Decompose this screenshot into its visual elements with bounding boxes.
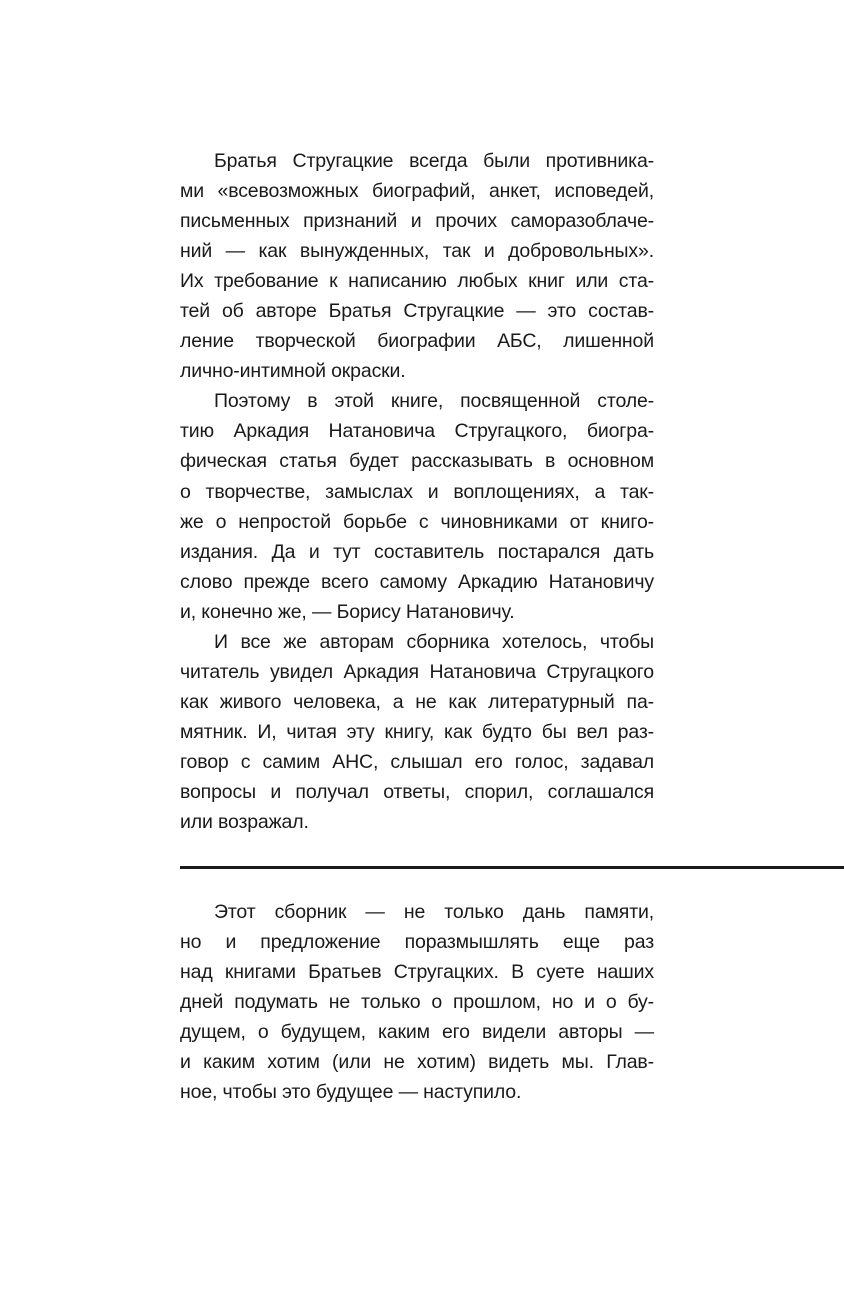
text-line: же о непростой борьбе с чиновниками от книго- [180,510,654,533]
text-line: дущем, о будущем, каким его видели авторы — [180,1021,654,1044]
text-line: письменных признаний и прочих саморазоблаче- [180,210,654,233]
text-line: дней подумать не только о прошлом, но и о бу- [180,991,654,1014]
paragraph-3 [180,627,654,837]
text-line: ми «всевозможных биографий, анкет, исповедей, [180,180,654,203]
paragraph-2 [180,386,654,626]
closing-text-block [180,897,654,1107]
text-line: тию Аркадия Натановича Стругацкого, биогра- [180,420,654,443]
text-line: и, конечно же, — Борису Натановичу. [180,600,515,623]
text-line: Этот сборник — не только дань памяти, [214,901,654,923]
section-divider [180,866,844,869]
text-line: Поэтому в этой книге, посвященной столе- [214,390,654,413]
text-line: ление творческой биографии АБС, лишенной [180,330,654,353]
text-line: над книгами Братьев Стругацких. В суете наших [180,961,654,984]
text-line: вопросы и получал ответы, спорил, соглашался [180,780,654,803]
text-line: мятник. И, читая эту книгу, как будто бы вел раз- [180,720,654,743]
text-line: о творчестве, замыслах и воплощениях, а так- [180,480,654,503]
text-line: слово прежде всего самому Аркадию Натановичу [180,570,654,593]
text-line: ное, чтобы это будущее — наступило. [180,1081,522,1104]
text-line: как живого человека, а не как литературный па- [180,690,654,713]
text-line: И все же авторам сборника хотелось, чтобы [214,630,654,653]
text-line: но и предложение поразмышлять еще раз [180,931,654,954]
text-line: читатель увидел Аркадия Натановича Стругацкого [180,660,654,683]
text-line: и каким хотим (или не хотим) видеть мы. Глав- [180,1051,654,1074]
text-line: фическая статья будет рассказывать в основном [180,450,654,473]
text-line: Их требование к написанию любых книг или ста- [180,270,654,293]
text-line: издания. Да и тут составитель постарался дать [180,540,654,563]
text-line: говор с самим АНС, слышал его голос, задавал [180,750,654,773]
text-line: лично-интимной окраски. [180,360,406,383]
main-text-block [180,146,654,837]
text-line: тей об авторе Братья Стругацкие — это состав- [180,300,654,323]
text-line: Братья Стругацкие всегда были противника- [214,150,654,172]
text-line: ний — как вынужденных, так и добровольных». [180,240,654,263]
paragraph-1 [180,146,654,386]
text-line: или возражал. [180,811,309,834]
